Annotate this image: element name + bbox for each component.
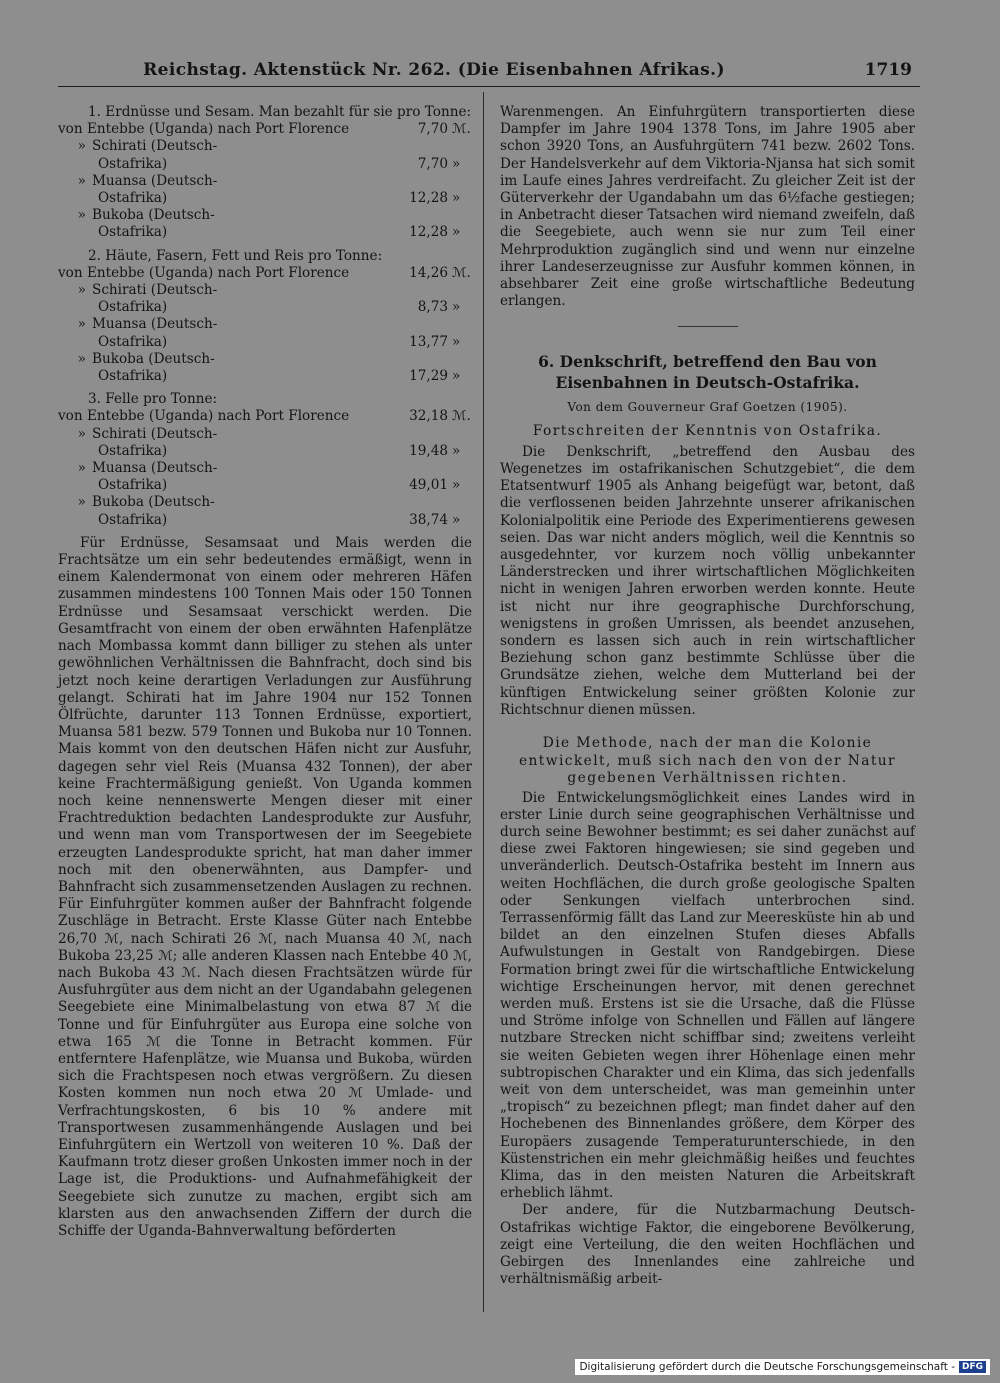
rate-value: 13,77 (409, 333, 448, 350)
rate-table-1 (58, 121, 472, 241)
section-1-heading: 1. Erdnüsse und Sesam. Man bezahlt für sie pro Tonne: (88, 104, 472, 120)
ditto-mark: » (77, 172, 86, 189)
continuation-paragraph: Warenmengen. An Einfuhrgütern transportierten diese Dampfer im Jahre 1904 1378 Tons, im Jahre 1905 aber schon 3920 Tons, an Ausfuhrgütern 741 bezw. 2602 Tons. Der Handelsverkehr auf dem Viktoria-Njansa hat sich somit im Laufe eines Jahres verdreifacht. Zu gleicher Zeit ist der Güterverkehr der Ugandabahn um das 6½fache gestiegen; in Anbetracht dieser Tatsachen wird niemand zweifeln, daß die Seegebiete, auch wenn sie nur zum Teil einer Mehrproduktion zugänglich sind und wenn nur einzelne ihrer Landeserzeugnisse zur Ausfuhr kommen können, in absehbarer Zeit eine große wirtschaftliche Bedeutung erlangen. (500, 104, 915, 310)
right-column (500, 104, 915, 1288)
page-header (58, 60, 920, 87)
rate-unit: ℳ. (452, 264, 471, 281)
rate-row (58, 408, 472, 425)
rate-destination (58, 460, 366, 494)
ditto-mark: » (77, 138, 86, 155)
section-2-heading: 2. Häute, Fasern, Fett und Reis pro Tonne: (88, 247, 383, 264)
section-separator (678, 326, 738, 327)
rate-unit: ℳ. (452, 121, 471, 138)
rate-label-sub: Ostafrika) (98, 368, 168, 385)
rate-row (58, 265, 472, 282)
rate-label-text: Schirati (Deutsch- (92, 425, 218, 442)
dfg-logo: DFG (959, 1361, 986, 1373)
rate-row (58, 173, 472, 207)
page-number: 1719 (864, 60, 912, 80)
rate-label-sub: Ostafrika) (98, 477, 168, 494)
rate-label-text: Schirati (Deutsch- (92, 138, 218, 155)
rate-value: 38,74 (409, 511, 448, 528)
rate-unit: » (452, 368, 461, 385)
left-body-paragraph: Für Erdnüsse, Sesamsaat und Mais werden die Frachtsätze um ein sehr bedeutendes ermäßigt, wenn in einem Kalendermonat von einem oder mehreren Häfen zusammen mindestens 100 Tonnen Mais oder 150 Tonnen Erdnüsse und Sesamsaat verschickt werden. Die Gesamtfracht von einem der oben erwähnten Hafenplätze nach Mombassa kommt dann billiger zu stehen als unter gewöhnlichen Verhältnissen die Bahnfracht, doch sind bis jetzt noch keine derartigen Verladungen zur Ausführung gelangt. Schirati hat im Jahre 1904 nur 152 Tonnen Ölfrüchte, darunter 113 Tonnen Erdnüsse, exportiert, Muansa 581 bezw. 579 Tonnen und Bukoba nur 10 Tonnen. Mais kommt von den deutschen Häfen nicht zur Ausfuhr, dagegen sehr viel Reis (Muansa 432 Tonnen), der aber keine Frachtermäßigung genießt. Von Uganda kommen noch keine nennenswerte Mengen dieser mit einer Frachtreduktion bedachten Landesprodukte zur Ausfuhr, und wenn man vom Transportwesen der im Seegebiete erzeugten Landesprodukte spricht, hat man daher immer noch mit den obenerwähnten, aus Dampfer- und Bahnfracht sich zusammensetzenden Auslagen zu rechnen. Für Einfuhrgüter kommen außer der Bahnfracht folgende Zuschläge in Betracht. Erste Klasse Güter nach Entebbe 26,70 ℳ, nach Schirati 26 ℳ, nach Muansa 40 ℳ, nach Bukoba 23,25 ℳ; alle anderen Klassen nach Entebbe 40 ℳ, nach Bukoba 43 ℳ. Nach diesen Frachtsätzen würde für Ausfuhrgüter aus dem nicht an der Ugandabahn gelegenen Seegebiete eine Minimalbelastung von etwa 87 ℳ die Tonne und für Einfuhrgüter aus Europa eine solche von etwa 165 ℳ die Tonne in Betracht kommen. Für entferntere Hafenplätze, wie Muansa und Bukoba, würden sich die Frachtspesen noch etwas vergrößern. Zu diesen Kosten kommen nun noch etwa 20 ℳ Umlade- und Verfrachtungskosten, 6 bis 10 % andere mit Transportwesen zusammenhängende Auslagen und bei Einfuhrgütern ein Wertzoll von weiteren 10 %. Daß der Kaufmann trotz dieser großen Unkosten immer noch in der Lage ist, die Produktions- und Aufnahmefähigkeit der Seegebiete sich zunutze zu machen, ergibt sich am klarsten aus den anwachsenden Ziffern der durch die Schiffe der Uganda-Bahnverwaltung beförderten (58, 534, 472, 1239)
rate-destination (58, 426, 366, 460)
column-divider (483, 92, 484, 1312)
rate-row (58, 282, 472, 316)
rate-unit: » (452, 299, 461, 316)
rate-value: 12,28 (409, 224, 448, 241)
rate-label-sub: Ostafrika) (98, 190, 168, 207)
rate-table-3 (58, 408, 472, 528)
rate-label-text: Schirati (Deutsch- (92, 282, 218, 299)
rate-label-sub: Ostafrika) (98, 155, 168, 172)
rate-destination (58, 282, 366, 316)
rate-destination (58, 494, 366, 528)
rate-label-text: Muansa (Deutsch- (92, 172, 218, 189)
subheading-method: Die Methode, nach der man die Kolonie entwickelt, muß sich nach den von der Natur gegebenen Verhältnissen richten. (518, 735, 897, 787)
footer-text: Digitalisierung gefördert durch die Deutsche Forschungsgemeinschaft - (579, 1361, 955, 1373)
rate-label-sub: Ostafrika) (98, 224, 168, 241)
header-title: Reichstag. Aktenstück Nr. 262. (Die Eisenbahnen Afrikas.) (143, 60, 725, 80)
ditto-mark: » (77, 494, 86, 511)
left-column (58, 104, 472, 1240)
rate-value: 19,48 (409, 442, 448, 459)
rate-unit: » (452, 442, 461, 459)
ditto-mark: » (77, 282, 86, 299)
rate-value: 12,28 (409, 190, 448, 207)
ditto-mark: » (77, 350, 86, 367)
rate-label-text: Muansa (Deutsch- (92, 316, 218, 333)
rate-destination (58, 316, 366, 350)
rate-row (58, 207, 472, 241)
rate-unit: » (452, 477, 461, 494)
rate-label-text: Muansa (Deutsch- (92, 460, 218, 477)
ditto-mark: » (77, 207, 86, 224)
rate-row (58, 121, 472, 138)
rate-destination (58, 265, 366, 282)
rate-value: 7,70 (417, 121, 448, 138)
section-3-heading: 3. Felle pro Tonne: (88, 391, 218, 408)
rate-value: 32,18 (409, 408, 448, 425)
rate-destination (58, 207, 366, 241)
rate-value: 7,70 (417, 155, 448, 172)
rate-label-text: von Entebbe (Uganda) nach Port Florence (58, 121, 350, 138)
rate-value: 8,73 (417, 299, 448, 316)
document-author: Von dem Gouverneur Graf Goetzen (1905). (567, 400, 848, 415)
paragraph-population: Der andere, für die Nutzbarmachung Deutsch-Ostafrikas wichtige Faktor, die eingeborene Bevölkerung, zeigt eine Verteilung, die den weiten Hochflächen und Gebirgen des Innenlandes eine zahlreiche und verhältnismäßig arbeit- (500, 1202, 915, 1288)
digitization-footer (575, 1359, 990, 1375)
rate-unit: » (452, 155, 461, 172)
subheading-knowledge: Fortschreiten der Kenntnis von Ostafrika. (532, 422, 883, 439)
paragraph-development: Die Entwickelungsmöglichkeit eines Landes wird in erster Linie durch seine geographischen Verhältnisse und durch seine Bewohner bestimmt; es sei daher zunächst auf diese zwei Faktoren hingewiesen; sie sind gegeben und unveränderlich. Deutsch-Ostafrika besteht im Innern aus weiten Hochflächen, die durch große geologische Spalten oder Senkungen vielfach unterbrochen sind. Terrassenförmig fällt das Land zur Meeresküste hin ab und bildet an den einzelnen Stufen dieses Abfalls Aufwulstungen in Gestalt von Randgebirgen. Diese Formation bringt zwei für die wirtschaftliche Entwickelung wichtige Erscheinungen hervor, mit denen gerechnet werden muß. Erstens ist sie die Ursache, daß die Flüsse und Ströme infolge von Schnellen und Fällen auf längere nutzbare Strecken nicht schiffbar sind; zweitens verleiht sie weiten Gebieten wegen ihrer Höhenlage einen mehr subtropischen Charakter und ein Klima, das sich jedenfalls weit von dem unterscheidet, was man gemeinhin unter „tropisch“ zu bezeichnen pflegt; man findet daher auf den Hochebenen des Binnenlandes größere, dem Körper des Europäers zusagende Temperaturunterschiede, in den Küstenstrichen ein mehr gleichmäßig heißes und feuchtes Klima, das in den meisten Naturen die Arbeitskraft erheblich lähmt. (500, 789, 915, 1202)
rate-label-text: von Entebbe (Uganda) nach Port Florence (58, 264, 350, 281)
rate-label-sub: Ostafrika) (98, 299, 168, 316)
rate-row (58, 138, 472, 172)
rate-label-sub: Ostafrika) (98, 442, 168, 459)
rate-label-text: Bukoba (Deutsch- (92, 207, 215, 224)
rate-label-text: von Entebbe (Uganda) nach Port Florence (58, 408, 350, 425)
document-title: 6. Denkschrift, betreffend den Bau von Eisenbahnen in Deutsch-Ostafrika. (538, 352, 877, 393)
rate-unit: » (452, 190, 461, 207)
ditto-mark: » (77, 425, 86, 442)
rate-destination (58, 408, 366, 425)
rate-value: 49,01 (409, 477, 448, 494)
rate-table-2 (58, 265, 472, 385)
rate-label-sub: Ostafrika) (98, 333, 168, 350)
rate-unit: » (452, 333, 461, 350)
rate-unit: » (452, 224, 461, 241)
rate-destination (58, 351, 366, 385)
rate-unit: » (452, 511, 461, 528)
rate-row (58, 426, 472, 460)
rate-row (58, 351, 472, 385)
rate-destination (58, 173, 366, 207)
rate-row (58, 494, 472, 528)
rate-value: 17,29 (409, 368, 448, 385)
rate-destination (58, 138, 366, 172)
rate-label-text: Bukoba (Deutsch- (92, 494, 215, 511)
rate-value: 14,26 (409, 264, 448, 281)
rate-row (58, 460, 472, 494)
rate-row (58, 316, 472, 350)
rate-label-sub: Ostafrika) (98, 511, 168, 528)
rate-destination (58, 121, 366, 138)
ditto-mark: » (77, 460, 86, 477)
rate-unit: ℳ. (452, 408, 471, 425)
paragraph-denkschrift: Die Denkschrift, „betreffend den Ausbau des Wegenetzes im ostafrikanischen Schutzgebiet“, die dem Etatsentwurf 1905 als Anhang beigefügt war, betont, daß die verflossenen beiden Jahrzehnte unserer afrikanischen Kolonialpolitik eine Periode des Experimentierens gewesen seien. Das war nicht anders möglich, weil die Kenntnis so ausgedehnter, vor kurzem noch völlig unbekannter Länderstrecken und ihrer wirtschaftlichen Möglichkeiten nicht in wenigen Jahren erworben werden konnte. Heute ist nicht nur ihre geographische Durchforschung, wenigstens in großen Umrissen, als beendet anzusehen, sondern es lassen sich auch in rein wirtschaftlicher Beziehung schon ganz bestimmte Schlüsse über die Grundsätze ziehen, welche dem Mutterland bei der künftigen Entwickelung seiner größten Kolonie zur Richtschnur dienen müssen. (500, 443, 915, 718)
ditto-mark: » (77, 316, 86, 333)
rate-label-text: Bukoba (Deutsch- (92, 350, 215, 367)
